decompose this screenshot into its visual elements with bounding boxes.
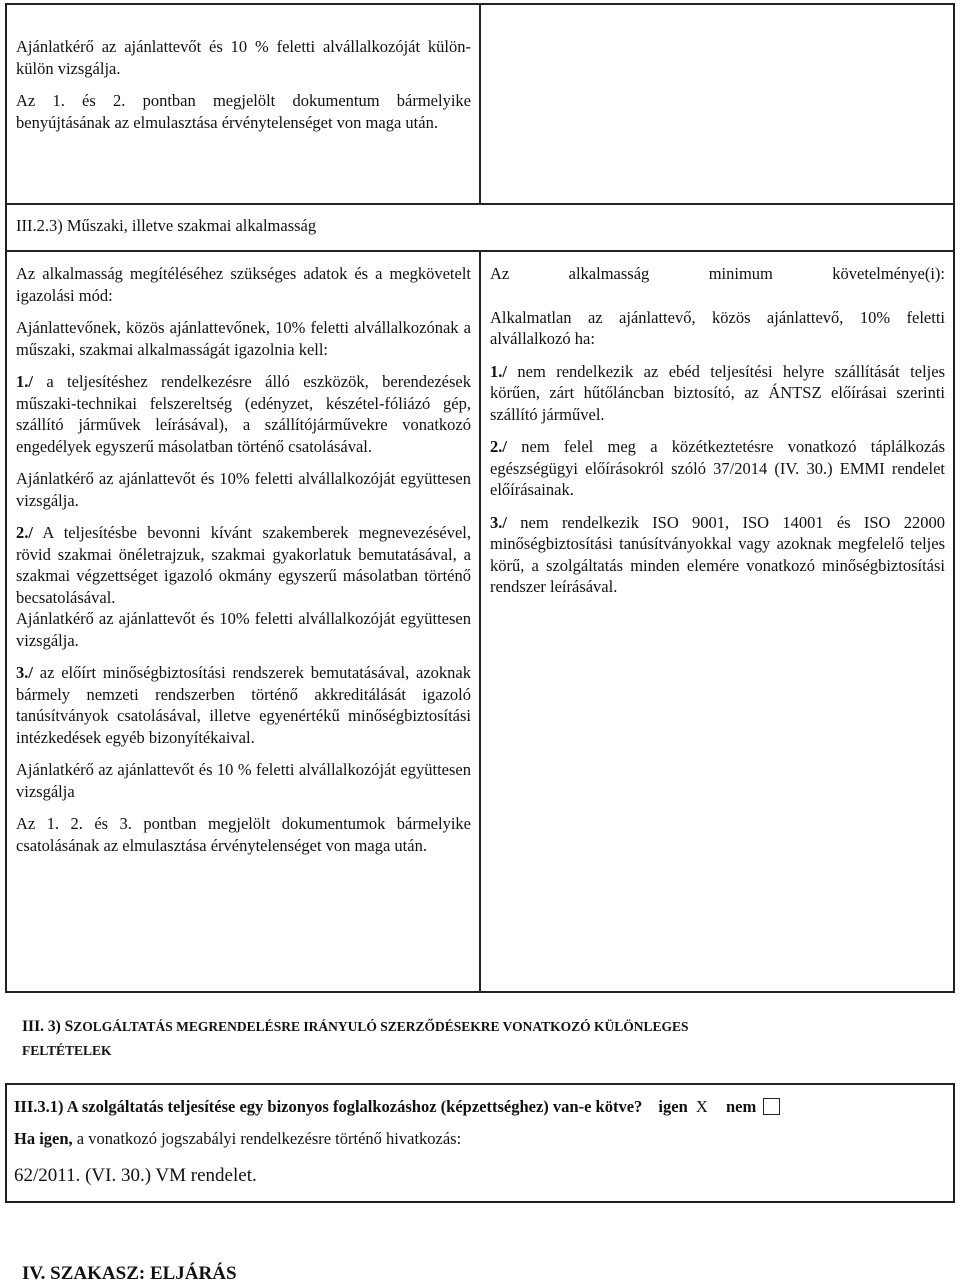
left-item-3-num: 3./ [16,663,33,682]
right-item-1-text: nem rendelkezik az ebéd teljesítési helyre szállítását teljes körűen, zárt hűtőláncban biztosító, az ÁNTSZ előírásai szerinti szállító járművel. [490,361,945,424]
top-left-text [16,36,471,133]
left-item-3-text: az előírt minőségbiztosítási rendszerek bemutatásával, azoknak bármely nemzeti rendszerben történő akkreditálását igazoló tanúsítványok csatolásával, illetve egyenértékű minőségbiztosítási intézkedések egyéb bizonyítékaival. [16,663,471,747]
q311-no-checkbox[interactable] [763,1098,780,1115]
right-item-2-num: 2./ [490,437,507,456]
q311-yes-label: igen [658,1097,688,1116]
q311-question: III.3.1) A szolgáltatás teljesítése egy bizonyos foglalkozáshoz (képzettséghez) van-e kötve? [14,1097,643,1116]
right-heading: Az alkalmasság minimum követelménye(i): [490,264,945,283]
section-4-heading-text: IV. SZAKASZ: ELJÁRÁS [22,1263,237,1284]
q311-reference [14,1164,949,1188]
column-divider [479,250,481,993]
left-item-2-check: Ajánlatkérő az ajánlattevőt és 10% feletti alvállalkozóját együttesen vizsgálja. [16,609,471,650]
right-item-3-num: 3./ [490,512,507,532]
left-item-3 [16,662,471,748]
right-intro: Alkalmatlan az ajánlattevő, közös ajánlattevő, 10% feletti alvállalkozó ha: [490,307,945,348]
q311-if-yes-bold: Ha igen, [14,1129,73,1148]
section-3-prefix: III. 3) S [22,1018,74,1035]
top-left-p2: Az 1. és 2. pontban megjelölt dokumentum bármelyike benyújtásának az elmulasztása érvénytelenséget von maga után. [16,91,471,132]
left-item-1-check: Ajánlatkérő az ajánlattevőt és 10% feletti alvállalkozóját együttesen vizsgálja. [16,469,471,510]
left-item-1 [16,371,471,457]
left-item-3-check: Ajánlatkérő az ajánlattevőt és 10 % feletti alvállalkozóját együttesen vizsgálja [16,760,471,801]
q311-no-label: nem [725,1097,757,1116]
right-item-2-text: nem felel meg a közétkeztetésre vonatkozó táplálkozás egészségügyi előírásokról szóló 37/2014 (IV. 30.) EMMI rendelet előírásainak. [490,437,945,499]
section-3-title-rest-2: FELTÉTELEK [22,1043,112,1058]
left-item-2-num: 2./ [16,523,33,542]
left-column [16,263,471,856]
right-item-3 [490,512,945,598]
left-item-2 [16,522,471,608]
section-3-title-rest-1: ZOLGÁLTATÁS MEGRENDELÉSRE IRÁNYULÓ SZERZŐDÉSEKRE VONATKOZÓ KÜLÖNLEGES [73,1019,689,1034]
q311-if-yes-line [14,1128,949,1150]
q311-yes-mark[interactable]: X [695,1097,708,1116]
q311-reference-text: 62/2011. (VI. 30.) VM rendelet. [14,1165,257,1186]
left-closing: Az 1. 2. és 3. pontban megjelölt dokumentumok bármelyike csatolásának az elmulasztása érvénytelenséget von maga után. [16,814,471,855]
section-4-heading [22,1263,237,1285]
top-left-p1: Ajánlatkérő az ajánlattevőt és 10 % feletti alvállalkozóját külön-külön vizsgálja. [16,37,471,78]
top-right-cell [479,3,955,205]
left-item-1-text: a teljesítéshez rendelkezésre álló eszközök, berendezések műszaki-technikai felszereltség (edényzet, készétel-fóliázó gép, szállító járművek leírásával), a szállítójárművekre vonatkozó engedélyek egyszerű másolatban történő csatolásával. [16,372,471,456]
q311-if-yes-rest: a vonatkozó jogszabályi rendelkezésre történő hivatkozás: [72,1129,462,1148]
left-item-2-text: A teljesítésbe bevonni kívánt szakemberek megnevezésével, rövid szakmai önéletrajzuk, szakmai gyakorlatuk bemutatásával, a szakmai végzettséget igazoló okmány egyszerű másolatban történő becsatolásával. [16,523,471,607]
section-3-title-line-1 [22,1018,942,1036]
section-3-title-line-2 [22,1042,942,1060]
section-heading [16,215,471,237]
right-item-1-num: 1./ [490,361,507,381]
left-intro: Az alkalmasság megítéléséhez szükséges adatok és a megkövetelt igazolási mód: [16,264,471,305]
right-item-1 [490,361,945,426]
left-item-1-num: 1./ [16,372,33,391]
right-item-3-text: nem rendelkezik ISO 9001, ISO 14001 és ISO 22000 minőségbiztosítási tanúsítványokkal vagy azoknak megfelelő teljes körű, a szolgáltatás minden elemére vonatkozó minőségbiztosítási rendszer leírásával. [490,512,945,596]
section-heading-text: III.2.3) Műszaki, illetve szakmai alkalmasság [16,216,317,235]
right-column [490,263,945,598]
q311-question-line [14,1096,949,1118]
right-item-2 [490,436,945,501]
left-must-prove: Ajánlattevőnek, közös ajánlattevőnek, 10% feletti alvállalkozónak a műszaki, szakmai alkalmasságát igazolnia kell: [16,318,471,359]
